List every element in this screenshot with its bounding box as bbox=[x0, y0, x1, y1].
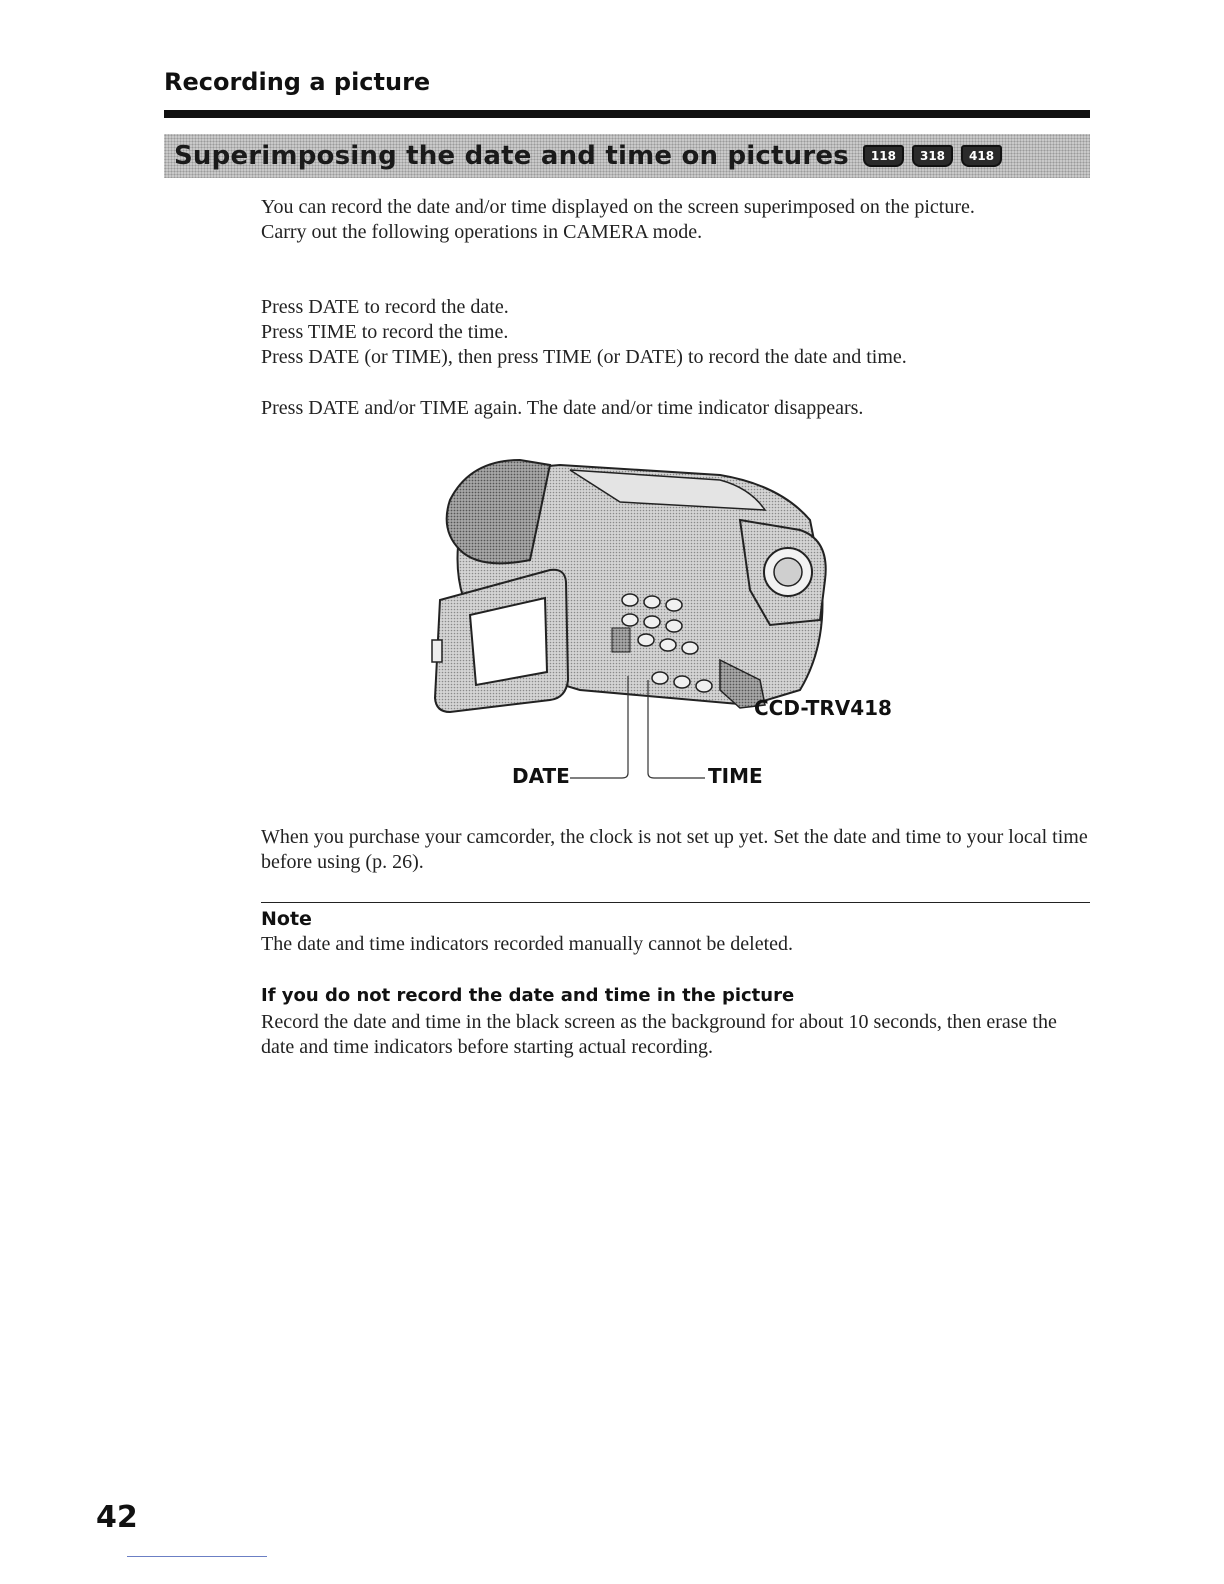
note-text: The date and time indicators recorded manually cannot be deleted. bbox=[261, 933, 794, 955]
note-heading: Note bbox=[261, 908, 312, 930]
clock-note-text: When you purchase your camcorder, the clock is not set up yet. Set the date and time to your local time before using (p. 26). bbox=[261, 826, 1088, 873]
section-title-band bbox=[164, 134, 1090, 178]
model-badges bbox=[863, 145, 1002, 167]
model-badge-318: 318 bbox=[912, 145, 953, 167]
step-time: Press TIME to record the time. bbox=[261, 321, 509, 343]
footer-rule bbox=[127, 1556, 267, 1557]
clock-note-block bbox=[261, 825, 1091, 875]
cancel-text: Press DATE and/or TIME again. The date and/or time indicator disappears. bbox=[261, 397, 864, 419]
page-header-title: Recording a picture bbox=[164, 68, 431, 96]
steps-block bbox=[261, 295, 1091, 370]
section-title: Superimposing the date and time on pictures bbox=[174, 141, 849, 171]
tip-heading: If you do not record the date and time in the picture bbox=[261, 985, 795, 1006]
header-rule bbox=[164, 110, 1090, 118]
date-button-label: DATE bbox=[512, 764, 570, 788]
model-badge-418: 418 bbox=[961, 145, 1002, 167]
intro-line-1: You can record the date and/or time displayed on the screen superimposed on the picture. bbox=[261, 196, 975, 218]
camcorder-illustration bbox=[420, 440, 920, 820]
viewfinder-lens bbox=[774, 558, 802, 586]
step-both: Press DATE (or TIME), then press TIME (or DATE) to record the date and time. bbox=[261, 346, 907, 368]
page-number: 42 bbox=[96, 1500, 138, 1535]
note-block bbox=[261, 932, 1091, 957]
intro-paragraph bbox=[261, 195, 1091, 245]
model-badge-118: 118 bbox=[863, 145, 904, 167]
camcorder-drawing bbox=[420, 440, 920, 820]
lcd-latch bbox=[432, 640, 442, 662]
intro-line-2: Carry out the following operations in CAMERA mode. bbox=[261, 221, 703, 243]
cancel-block bbox=[261, 396, 1091, 421]
speaker-grille bbox=[612, 628, 630, 652]
model-label: CCD-TRV418 bbox=[754, 696, 892, 720]
note-divider bbox=[261, 902, 1090, 903]
time-button-label: TIME bbox=[708, 764, 763, 788]
tip-block bbox=[261, 1010, 1091, 1060]
tip-text: Record the date and time in the black screen as the background for about 10 seconds, then erase the date and time indicators before starting actual recording. bbox=[261, 1011, 1057, 1058]
step-date: Press DATE to record the date. bbox=[261, 296, 509, 318]
